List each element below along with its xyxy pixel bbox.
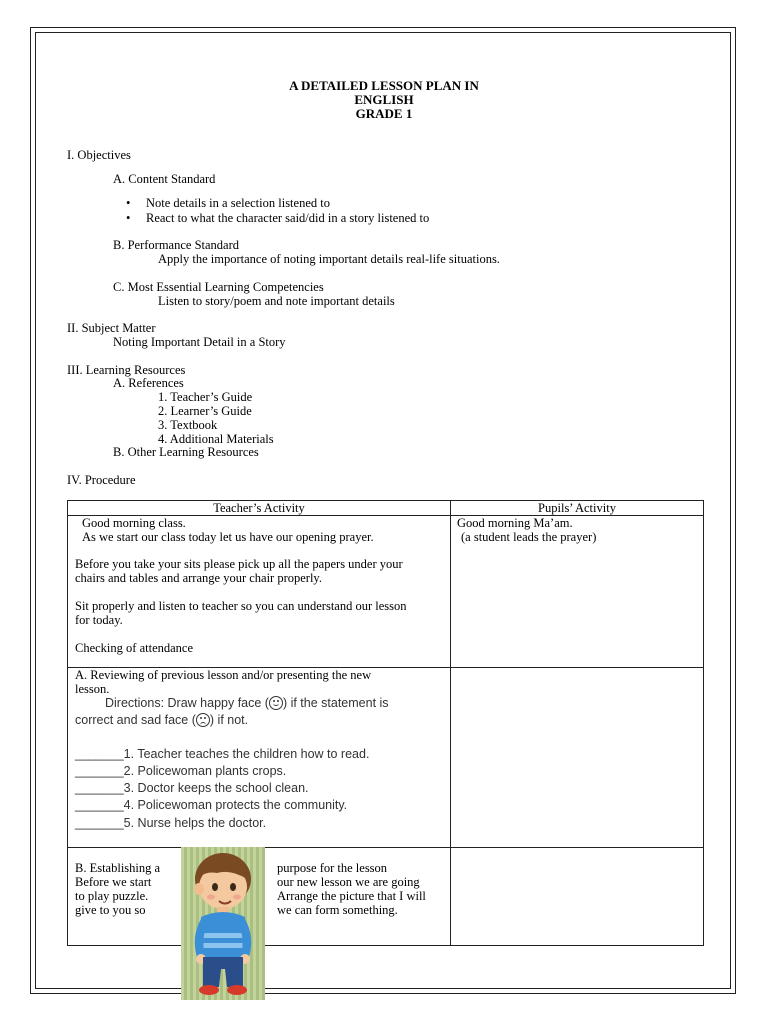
directions-text: ) if the statement is bbox=[282, 696, 389, 710]
table-row bbox=[68, 848, 704, 946]
quiz-item: _______5. Nurse helps the doctor. bbox=[75, 816, 267, 830]
pupils-cell bbox=[451, 668, 704, 848]
pupils-line: (a student leads the prayer) bbox=[461, 530, 597, 544]
teacher-cell bbox=[68, 668, 451, 848]
review-heading: A. Reviewing of previous lesson and/or presenting the new bbox=[75, 668, 372, 682]
table-header-row bbox=[68, 501, 704, 516]
purpose-line: our new lesson we are going bbox=[277, 875, 420, 889]
purpose-line: B. Establishing a bbox=[75, 861, 161, 875]
content-standard-bullet-1: • Note details in a selection listened to bbox=[146, 196, 330, 210]
boy-illustration bbox=[181, 847, 265, 1000]
table-row bbox=[68, 516, 704, 668]
content-standard-bullet-2: • React to what the character said/did in a story listened to bbox=[146, 211, 429, 225]
quiz-item: _______3. Doctor keeps the school clean. bbox=[75, 781, 309, 795]
purpose-line: purpose for the lesson bbox=[277, 861, 388, 875]
directions-text: correct and sad face ( bbox=[75, 713, 196, 727]
quiz-item: _______2. Policewoman plants crops. bbox=[75, 764, 287, 778]
directions-text: Directions: Draw happy face ( bbox=[105, 696, 269, 710]
pupils-cell bbox=[451, 848, 704, 946]
purpose-line: Arrange the picture that I will bbox=[277, 889, 426, 903]
title-line-1: A DETAILED LESSON PLAN IN bbox=[289, 78, 479, 93]
title-line-3: GRADE 1 bbox=[355, 106, 413, 121]
quiz-item: _______1. Teacher teaches the children how to read. bbox=[75, 747, 370, 761]
teacher-cell bbox=[68, 516, 451, 668]
reference-item: 1. Teacher’s Guide bbox=[158, 390, 253, 404]
teacher-line: Checking of attendance bbox=[75, 641, 194, 655]
melc-label: C. Most Essential Learning Competencies bbox=[113, 280, 324, 294]
teacher-activity-header: Teacher’s Activity bbox=[68, 501, 451, 516]
references-label: A. References bbox=[113, 376, 184, 390]
other-resources-label: B. Other Learning Resources bbox=[113, 445, 259, 459]
table-row bbox=[68, 668, 704, 848]
subject-matter-text: Noting Important Detail in a Story bbox=[113, 335, 286, 349]
teacher-line: As we start our class today let us have our opening prayer. bbox=[82, 530, 374, 544]
title-line-2: ENGLISH bbox=[354, 92, 414, 107]
sad-face-icon bbox=[196, 713, 210, 727]
reference-item: 3. Textbook bbox=[158, 418, 218, 432]
procedure-heading: IV. Procedure bbox=[67, 473, 136, 487]
objectives-heading: I. Objectives bbox=[67, 148, 131, 162]
purpose-line: we can form something. bbox=[277, 903, 398, 917]
performance-standard-text: Apply the importance of noting important details real-life situations. bbox=[158, 252, 500, 266]
purpose-line: Before we start bbox=[75, 875, 152, 889]
subject-matter-heading: II. Subject Matter bbox=[67, 321, 156, 335]
pupils-cell bbox=[451, 516, 704, 668]
teacher-line: Before you take your sits please pick up all the papers under your bbox=[75, 557, 403, 571]
purpose-line: to play puzzle. bbox=[75, 889, 149, 903]
directions-line-2 bbox=[75, 713, 248, 727]
melc-text: Listen to story/poem and note important details bbox=[158, 294, 395, 308]
happy-face-icon bbox=[269, 696, 283, 710]
procedure-table bbox=[67, 500, 704, 946]
learning-resources-heading: III. Learning Resources bbox=[67, 363, 186, 377]
teacher-line: chairs and tables and arrange your chair properly. bbox=[75, 571, 322, 585]
teacher-line: Good morning class. bbox=[82, 516, 186, 530]
teacher-line: for today. bbox=[75, 613, 123, 627]
content-standard-label: A. Content Standard bbox=[113, 172, 216, 186]
reference-item: 4. Additional Materials bbox=[158, 432, 274, 446]
performance-standard-label: B. Performance Standard bbox=[113, 238, 240, 252]
teacher-line: Sit properly and listen to teacher so you can understand our lesson bbox=[75, 599, 407, 613]
pupils-activity-header: Pupils’ Activity bbox=[451, 501, 704, 516]
directions-text: ) if not. bbox=[209, 713, 249, 727]
quiz-item: _______4. Policewoman protects the community. bbox=[75, 798, 348, 812]
reference-item: 2. Learner’s Guide bbox=[158, 404, 252, 418]
pupils-line: Good morning Ma’am. bbox=[457, 516, 573, 530]
purpose-line: give to you so bbox=[75, 903, 146, 917]
review-heading: lesson. bbox=[75, 682, 110, 696]
directions-line-1 bbox=[105, 696, 389, 710]
